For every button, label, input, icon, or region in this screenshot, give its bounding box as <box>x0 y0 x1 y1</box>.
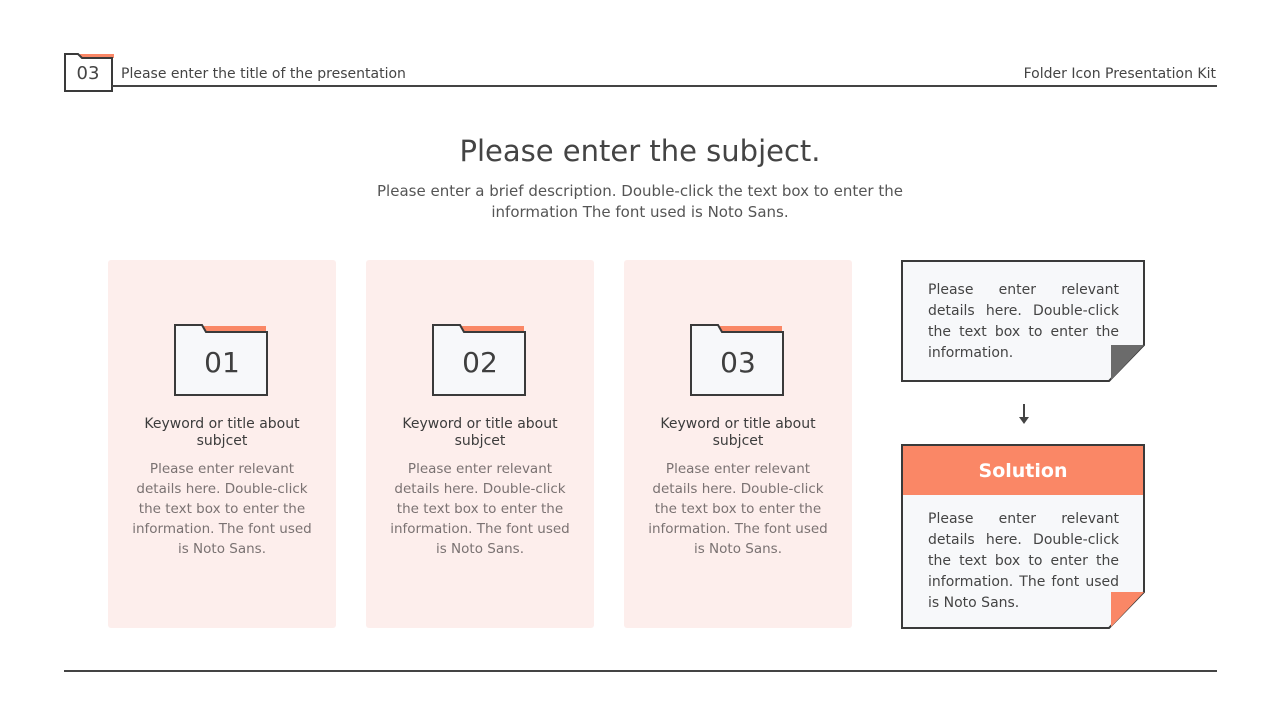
kit-title: Folder Icon Presentation Kit <box>1023 66 1216 82</box>
page-number: 03 <box>76 63 100 84</box>
card-02 <box>366 260 594 628</box>
card-keyword[interactable]: Keyword or title about subjcet <box>402 416 558 449</box>
card-body[interactable]: Please enter relevant details here. Double-click the text box to enter the information. The font used is Noto Sans. <box>390 461 570 557</box>
card-keyword[interactable]: Keyword or title about subjcet <box>660 416 816 449</box>
card-number: 01 <box>204 346 240 379</box>
solution-title[interactable]: Solution <box>978 460 1068 482</box>
card-body[interactable]: Please enter relevant details here. Double-click the text box to enter the information. The font used is Noto Sans. <box>648 461 828 557</box>
card-body[interactable]: Please enter relevant details here. Double-click the text box to enter the information. The font used is Noto Sans. <box>132 461 312 557</box>
card-number: 03 <box>720 346 756 379</box>
card-number: 02 <box>462 346 498 379</box>
card-keyword[interactable]: Keyword or title about subjcet <box>144 416 300 449</box>
footer-divider <box>64 670 1217 672</box>
problem-note <box>901 260 1145 382</box>
card-01 <box>108 260 336 628</box>
solution-note <box>901 444 1145 629</box>
card-03 <box>624 260 852 628</box>
header-divider <box>112 85 1217 87</box>
page-title[interactable]: Please enter the subject. <box>459 134 821 168</box>
problem-note-text[interactable]: Please enter relevant details here. Double-click the text box to enter the information. <box>928 282 1119 361</box>
page-description[interactable]: Please enter a brief description. Double-click the text box to enter the information The font used is Noto Sans. <box>377 182 903 221</box>
solution-note-text[interactable]: Please enter relevant details here. Double-click the text box to enter the information. The font used is Noto Sans. <box>928 511 1119 611</box>
presentation-title[interactable]: Please enter the title of the presentation <box>121 66 406 82</box>
arrow-down-icon <box>1016 403 1032 425</box>
